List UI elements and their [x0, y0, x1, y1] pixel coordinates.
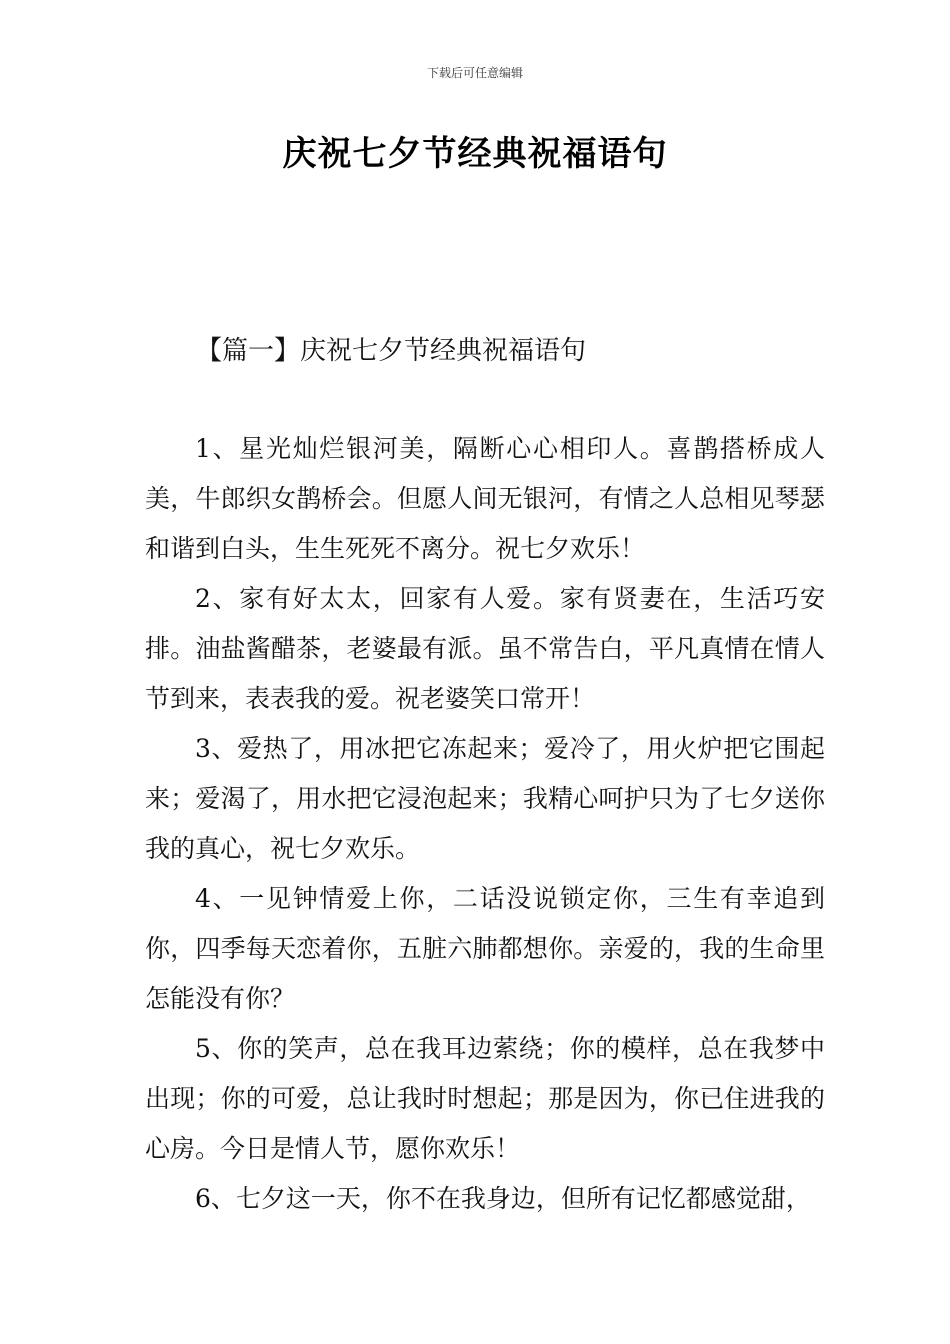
section-heading: 【篇一】庆祝七夕节经典祝福语句: [196, 336, 587, 366]
paragraph-2: 2、家有好太太，回家有人爱。家有贤妻在，生活巧安排。油盐酱醋茶，老婆最有派。虽不常告白，平凡真情在情人节到来，表表我的爱。祝老婆笑口常开！: [145, 584, 825, 713]
page-title: 庆祝七夕节经典祝福语句: [282, 134, 668, 174]
body-text: [145, 424, 825, 1224]
paragraph-6: 6、七夕这一天，你不在我身边，但所有记忆都感觉甜，: [195, 1184, 811, 1213]
paragraph-3: 3、爱热了，用冰把它冻起来；爱冷了，用火炉把它围起来；爱渴了，用水把它浸泡起来；我精心呵护只为了七夕送你我的真心，祝七夕欢乐。: [145, 734, 825, 863]
paragraph-4: 4、一见钟情爱上你，二话没说锁定你，三生有幸追到你，四季每天恋着你，五脏六肺都想你。亲爱的，我的生命里怎能没有你？: [145, 884, 825, 1013]
header-note: 下载后可任意编辑: [426, 66, 523, 80]
paragraph-5: 5、你的笑声，总在我耳边萦绕；你的模样，总在我梦中出现；你的可爱，总让我时时想起；那是因为，你已住进我的心房。今日是情人节，愿你欢乐！: [145, 1034, 825, 1163]
paragraph-1: 1、星光灿烂银河美，隔断心心相印人。喜鹊搭桥成人美，牛郎织女鹊桥会。但愿人间无银河，有情之人总相见琴瑟和谐到白头，生生死死不离分。祝七夕欢乐！: [145, 434, 825, 563]
